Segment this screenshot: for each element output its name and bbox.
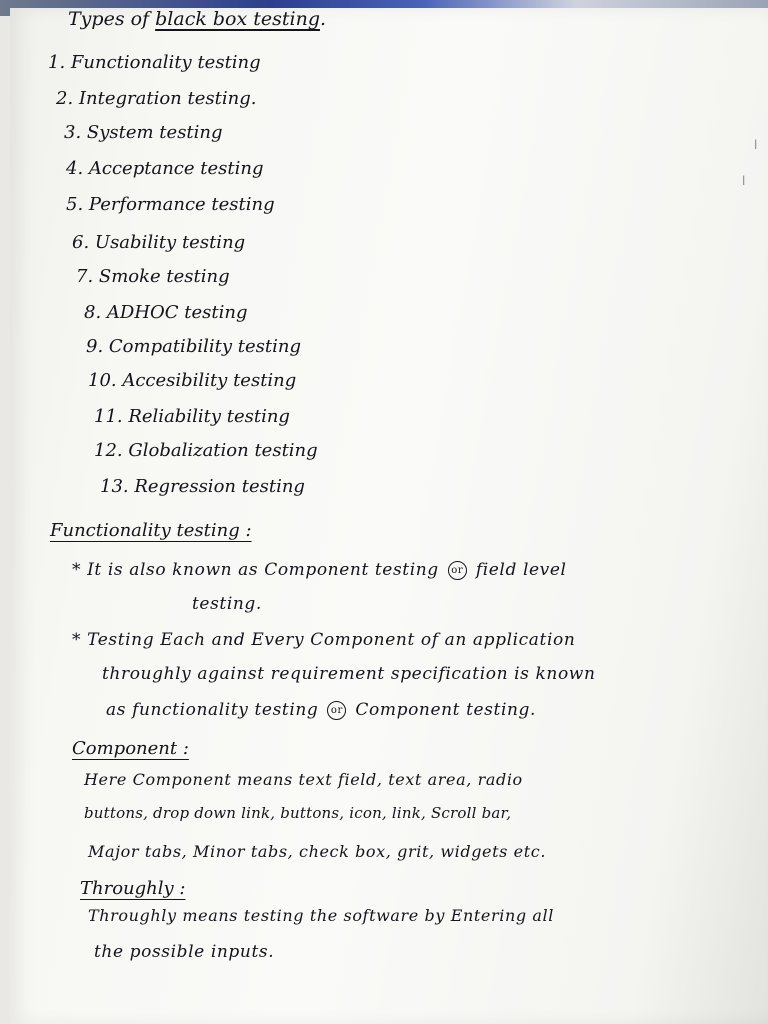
list-item: 1. Functionality testing (48, 52, 261, 73)
or-circle-icon: or (448, 561, 467, 580)
list-item: 8. ADHOC testing (84, 302, 248, 323)
functionality-line: throughly against requirement specification is known (102, 664, 596, 684)
list-item: 5. Performance testing (66, 194, 275, 215)
list-item: 11. Reliability testing (94, 406, 290, 427)
page-title (68, 8, 326, 30)
component-heading: Component : (72, 738, 189, 759)
list-item: 10. Accesibility testing (88, 370, 297, 391)
component-line: Here Component means text field, text area, radio (84, 770, 523, 789)
margin-mark: l (754, 138, 758, 152)
notebook-page (10, 8, 768, 1024)
margin-mark: l (742, 174, 746, 188)
functionality-line: * It is also known as Component testing or field level (72, 560, 567, 580)
list-item: 3. System testing (64, 122, 223, 143)
throughly-line: the possible inputs. (94, 942, 275, 962)
functionality-line: testing. (192, 594, 262, 614)
or-circle-icon: or (327, 701, 346, 720)
throughly-heading: Throughly : (80, 878, 186, 899)
list-item: 13. Regression testing (100, 476, 305, 497)
component-line: Major tabs, Minor tabs, check box, grit, widgets etc. (88, 842, 547, 861)
title-suffix: . (319, 8, 327, 30)
functionality-line: as functionality testing or Component testing. (106, 700, 537, 720)
functionality-heading: Functionality testing : (50, 520, 252, 541)
list-item: 6. Usability testing (72, 232, 246, 253)
title-underlined: black box testing (155, 8, 320, 30)
list-item: 9. Compatibility testing (86, 336, 301, 357)
list-item: 4. Acceptance testing (66, 158, 264, 179)
list-item: 7. Smoke testing (76, 266, 230, 287)
functionality-line: * Testing Each and Every Component of an application (72, 630, 576, 650)
list-item: 12. Globalization testing (94, 440, 318, 461)
list-item: 2. Integration testing. (56, 88, 257, 109)
throughly-line: Throughly means testing the software by Entering all (88, 906, 554, 925)
title-prefix: Types of (68, 8, 150, 30)
component-line: buttons, drop down link, buttons, icon, link, Scroll bar, (84, 804, 512, 822)
